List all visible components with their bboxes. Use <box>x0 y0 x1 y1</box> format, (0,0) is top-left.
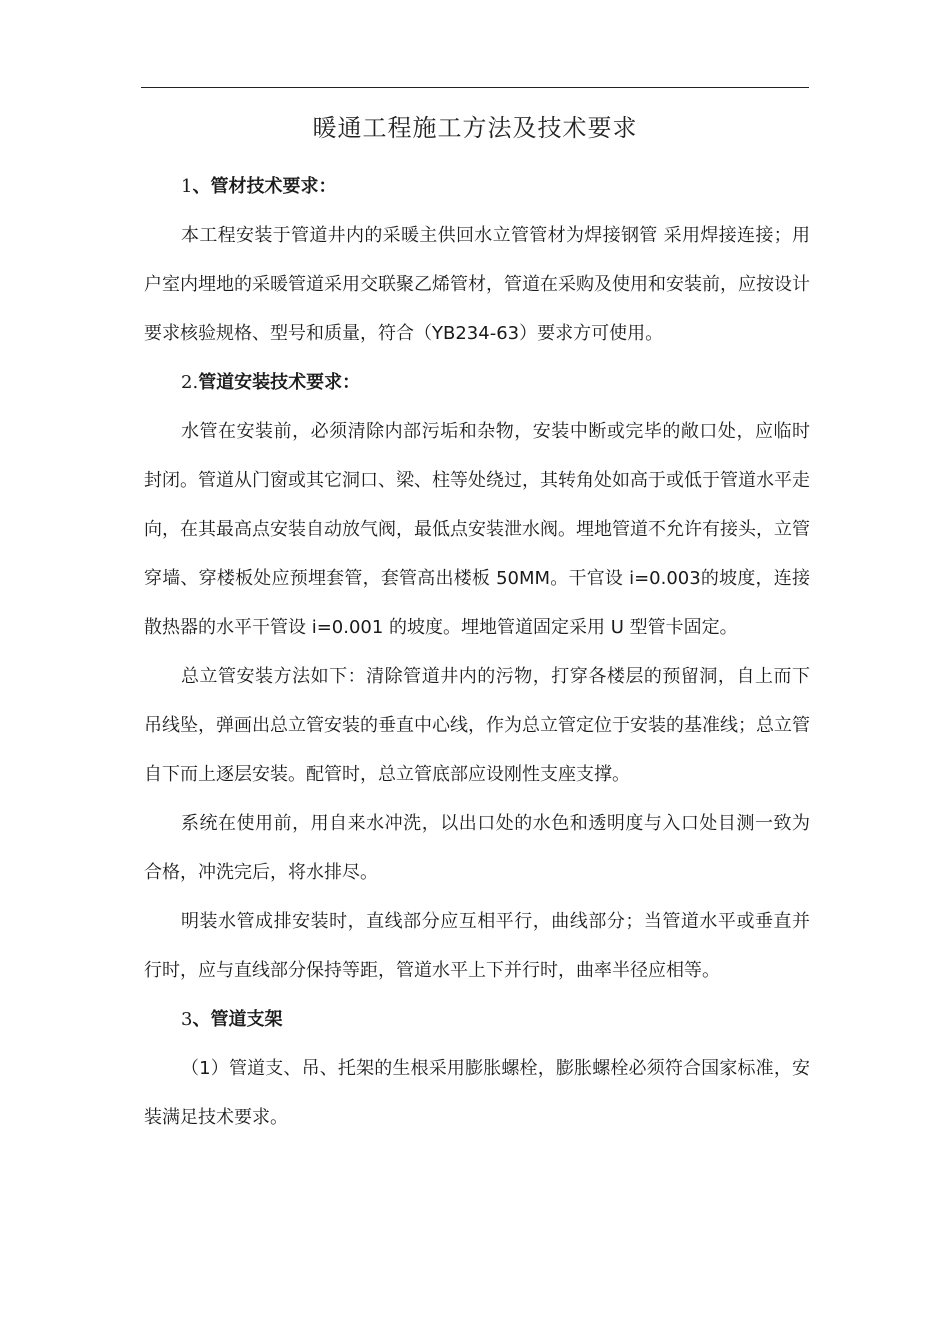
section-1-paragraph-1: 本工程安装于管道井内的采暖主供回水立管管材为焊接钢管 采用焊接连接；用户室内埋地的采暖管道采用交联聚乙烯管材，管道在采购及使用和安装前，应按设计要求核验规格、型号和质量，符合（YB234-63）要求方可使用。 <box>144 225 810 344</box>
document-body <box>144 162 810 1142</box>
section-1-heading-text: 管材技术要求： <box>210 176 337 197</box>
section-2-paragraph-4: 明装水管成排安装时，直线部分应互相平行，曲线部分；当管道水平或垂直并行时，应与直线部分保持等距，管道水平上下并行时，曲率半径应相等。 <box>144 911 810 981</box>
section-3-heading <box>144 995 810 1044</box>
section-1-heading <box>144 162 810 211</box>
section-1-number: 1 <box>181 176 193 197</box>
section-2-heading <box>144 358 810 407</box>
document-title: 暖通工程施工方法及技术要求 <box>312 114 638 142</box>
section-3-paragraph-1: （1）管道支、吊、托架的生根采用膨胀螺栓，膨胀螺栓必须符合国家标准，安装满足技术要求。 <box>144 1058 810 1128</box>
section-2-paragraph-2: 总立管安装方法如下：清除管道井内的污物，打穿各楼层的预留洞，自上而下吊线坠，弹画出总立管安装的垂直中心线，作为总立管定位于安装的基准线；总立管自下而上逐层安装。配管时，总立管底部应设刚性支座支撑。 <box>144 666 810 785</box>
section-1-separator: 、 <box>192 176 211 197</box>
section-3-number: 3 <box>181 1009 193 1030</box>
section-2-paragraph-1: 水管在安装前，必须清除内部污垢和杂物，安装中断或完毕的敞口处，应临时封闭。管道从门窗或其它洞口、梁、柱等处绕过，其转角处如高于或低于管道水平走向，在其最高点安装自动放气阀，最低点安装泄水阀。埋地管道不允许有接头，立管穿墙、穿楼板处应预埋套管，套管高出楼板 50MM。干官设 i=0.003的坡度，连接散热器的水平干管设 i=0.001 的坡度。埋地管道固定采用 U 型管卡固定。 <box>144 421 810 638</box>
section-3-separator: 、 <box>192 1009 211 1030</box>
header-rule <box>141 87 809 88</box>
section-3-heading-text: 管道支架 <box>210 1009 283 1030</box>
section-2-paragraph-3: 系统在使用前，用自来水冲洗，以出口处的水色和透明度与入口处目测一致为合格，冲洗完后，将水排尽。 <box>144 813 810 883</box>
section-2-number: 2. <box>181 372 199 393</box>
section-2-heading-text: 管道安装技术要求： <box>198 372 361 393</box>
